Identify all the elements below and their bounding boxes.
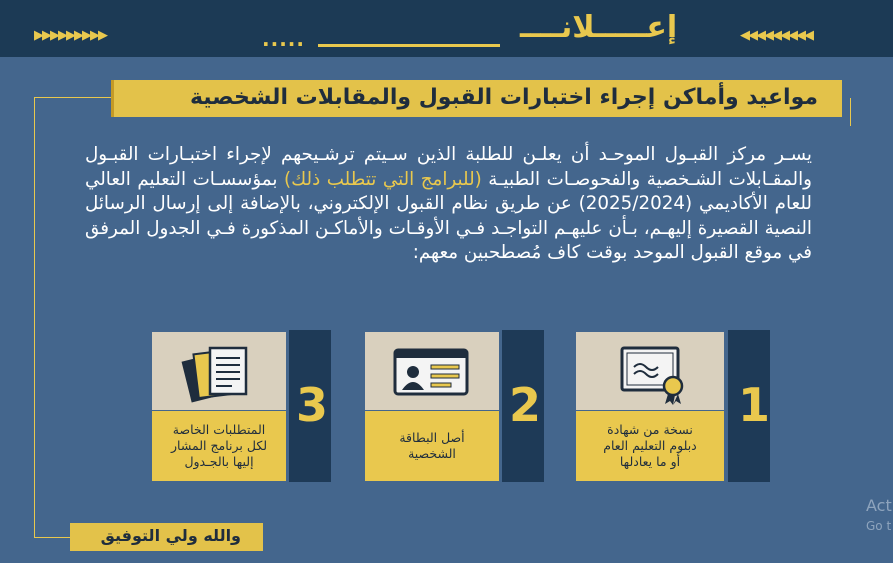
card-3-caption-line1: المتطلبات الخاصة xyxy=(172,422,266,437)
top-banner xyxy=(0,0,893,57)
announcement-body xyxy=(85,143,812,266)
heading-banner xyxy=(111,80,842,117)
activation-watermark xyxy=(866,496,892,536)
card-3-icon-box xyxy=(152,332,286,410)
card-1-caption-line3: أو ما يعادلها xyxy=(619,454,681,469)
body-text-highlight: (للبرامج التي تتطلب ذلك) xyxy=(283,168,482,190)
card-3-caption xyxy=(171,422,267,470)
card-2-number: 2 xyxy=(509,378,542,432)
frame-line-right xyxy=(850,98,851,126)
card-1-caption-line2: دبلوم التعليم العام xyxy=(603,438,697,453)
card-2-caption-line1: أصل البطاقة xyxy=(399,430,465,445)
body-text-part2: بمؤسسـات التعليم العالي للعام الأكاديمي (2025/2024) عن طريق نظام القبول الإلكتروني، بالإضافة إلى إرسال الرسائل النصية القصيرة إليهـم، بـأن عليهـم التواجـد فـي الأوقـات والأماكـن المذكورة فـي الجدول المرفق في موقع القبول الموحد بوقت كاف مُصطحبين معهم: xyxy=(85,168,812,263)
card-1-number: 1 xyxy=(738,378,771,432)
announcement-dots: ..... xyxy=(262,27,305,51)
card-1-caption xyxy=(603,422,697,470)
card-1-caption-box xyxy=(576,411,724,481)
arrows-right-decoration: ◀◀◀◀◀◀◀◀◀ xyxy=(740,28,812,43)
card-2-caption-line2: الشخصية xyxy=(408,446,456,461)
card-3-caption-box xyxy=(152,411,286,481)
announcement-title: إعـــــلانــــ xyxy=(520,10,678,45)
announcement-underline xyxy=(318,44,500,47)
certificate-icon xyxy=(576,332,724,410)
card-3-number: 3 xyxy=(296,378,329,432)
page-heading: مواعيد وأماكن إجراء اختبارات القبول والمقابلات الشخصية xyxy=(189,85,818,110)
card-3-caption-line2: لكل برنامج المشار xyxy=(170,438,268,453)
card-2-icon-box xyxy=(365,332,499,410)
card-1-icon-box xyxy=(576,332,724,410)
watermark-line1: Act xyxy=(866,496,892,515)
id-card-icon xyxy=(365,332,499,410)
card-3-caption-line3: إليها بالجـدول xyxy=(184,454,254,469)
arrows-left-decoration: ▶▶▶▶▶▶▶▶▶ xyxy=(34,28,106,43)
watermark-line2: Go t xyxy=(866,519,892,533)
card-1-caption-line1: نسخة من شهادة xyxy=(607,422,693,437)
frame-line-left xyxy=(34,97,35,537)
closing-text: والله ولي التوفيق xyxy=(100,526,241,545)
closing-banner xyxy=(70,523,263,551)
card-2-caption xyxy=(399,430,464,462)
frame-line-top xyxy=(34,97,114,98)
card-2-caption-box xyxy=(365,411,499,481)
body-text-part1: يسـر مركز القبـول الموحـد أن يعلـن للطلبة الذين سـيتم ترشـيحهم لإجراء اختبـارات القبـول والمقـابلات الشـخصية والفحوصـات الطبيـة xyxy=(85,144,812,190)
documents-icon xyxy=(152,332,286,410)
frame-line-bottom xyxy=(34,537,70,538)
